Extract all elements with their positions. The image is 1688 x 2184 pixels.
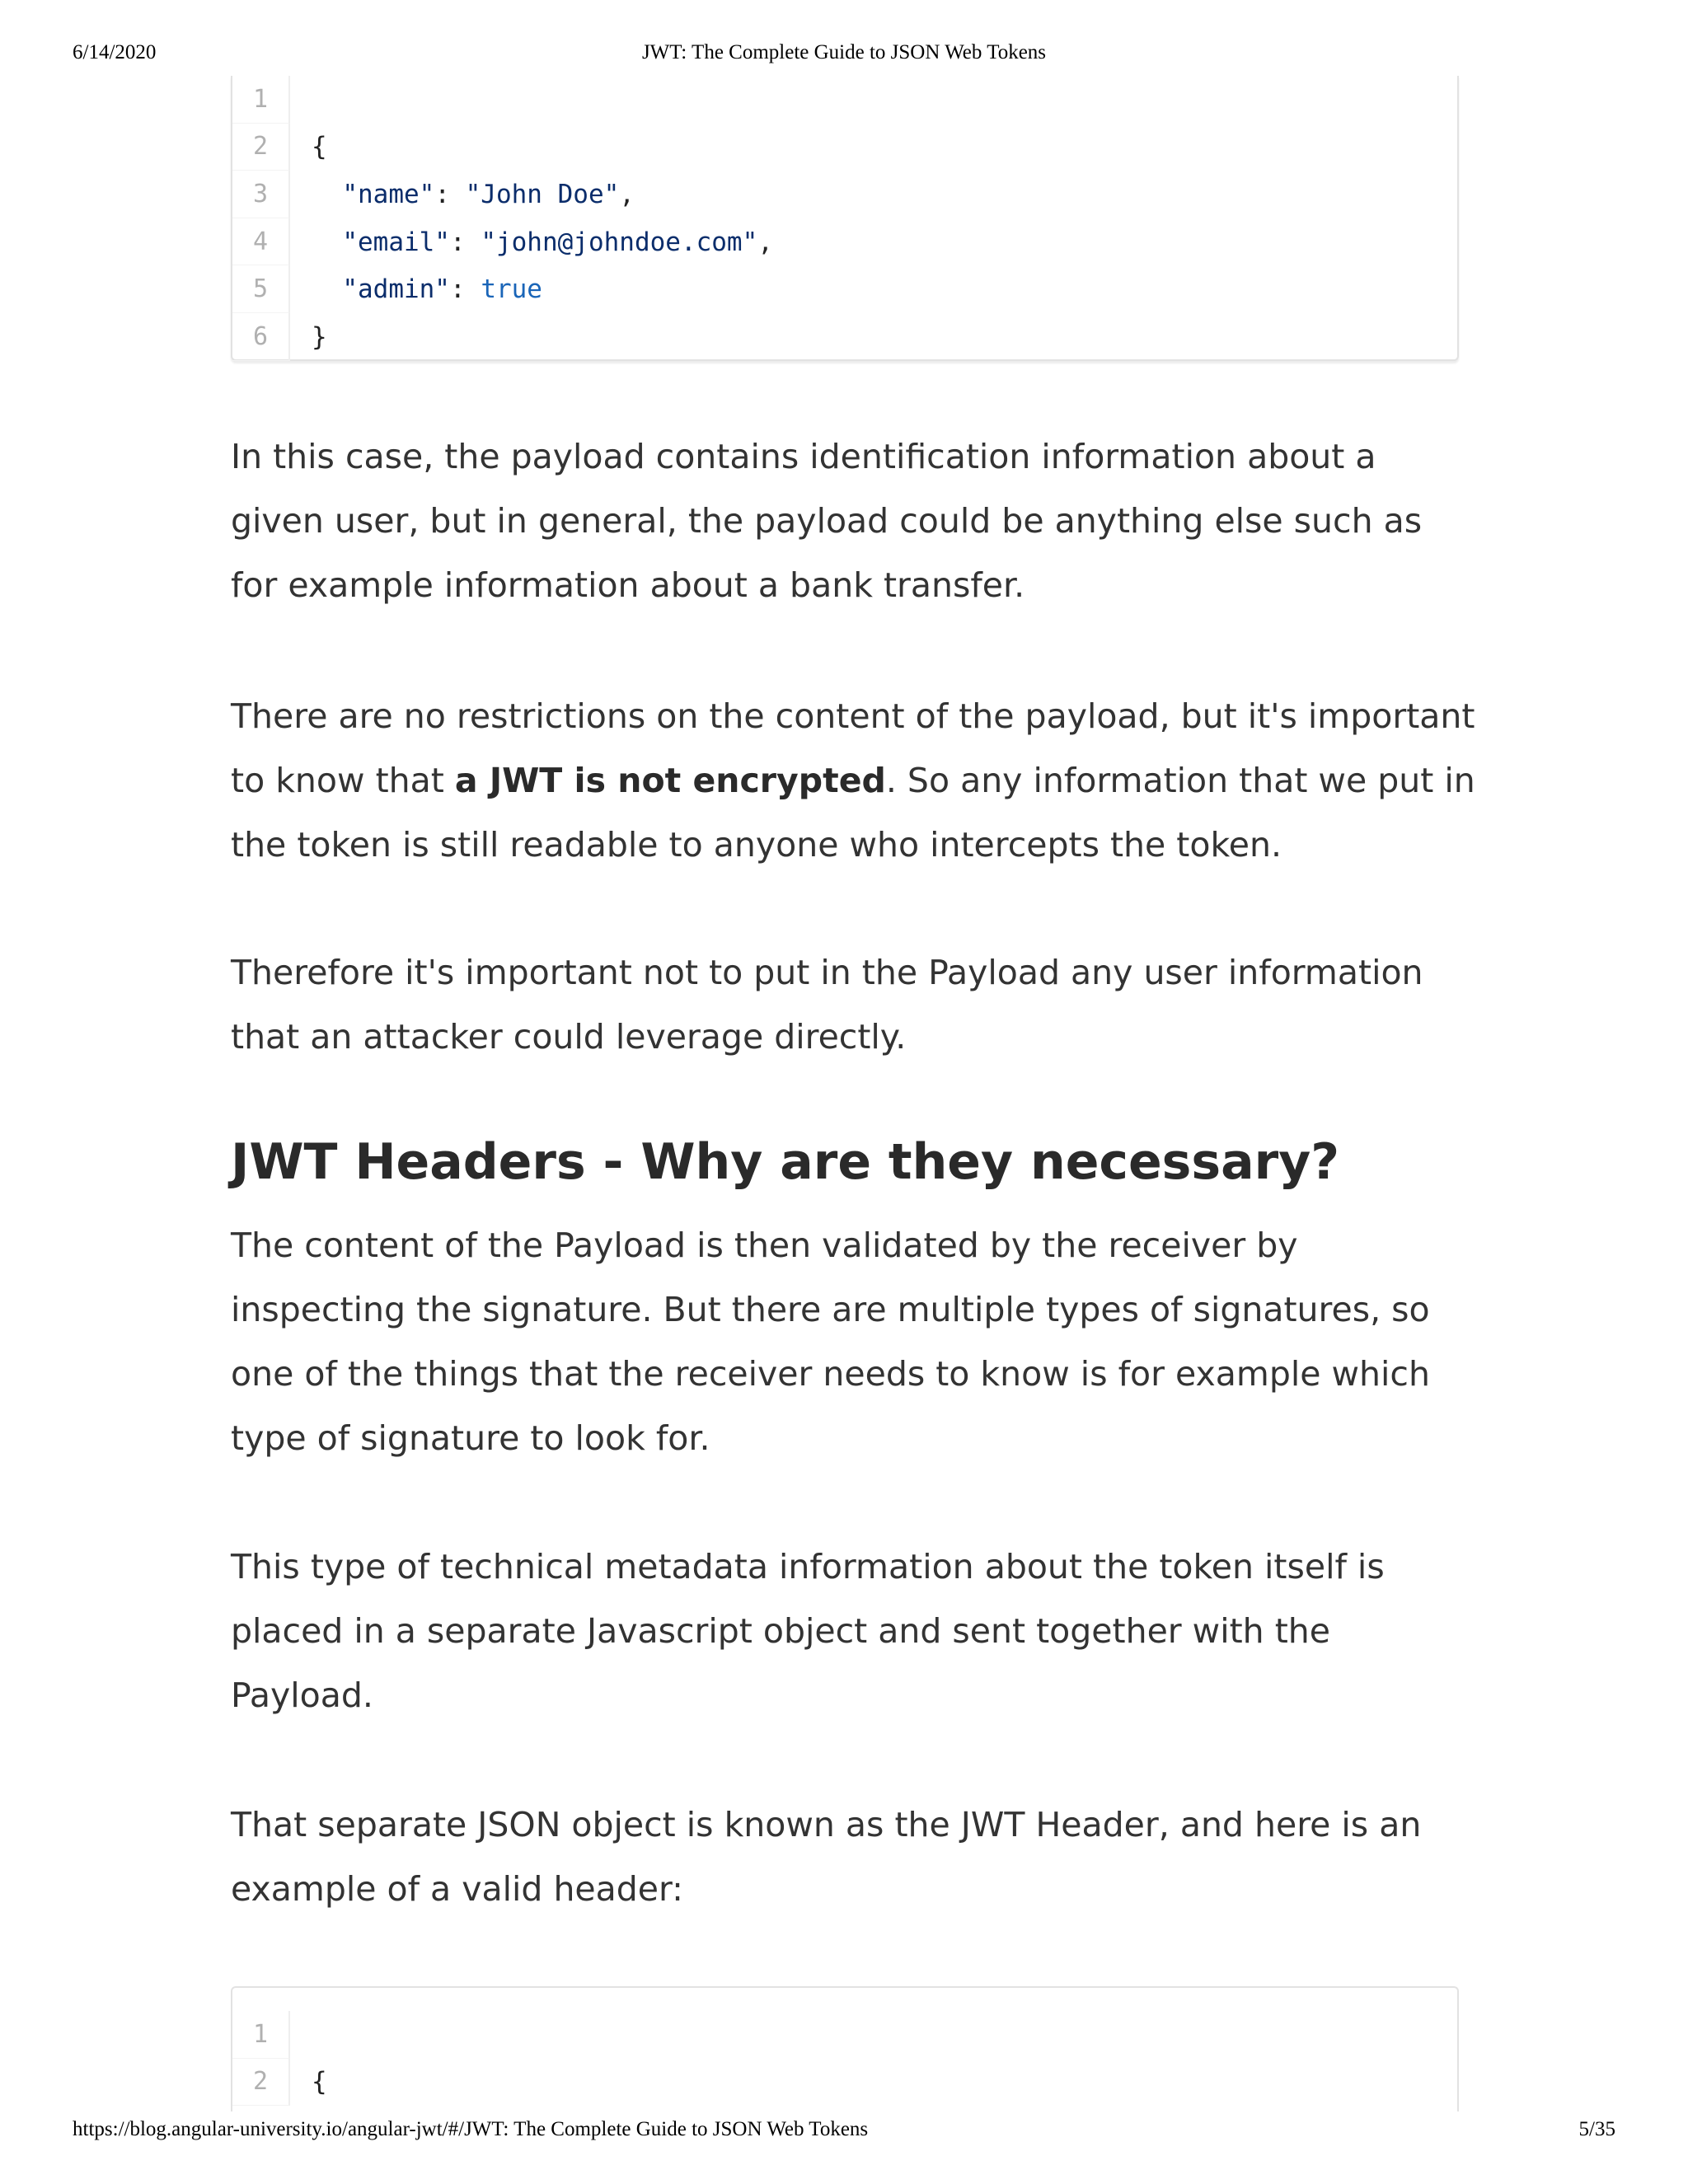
- print-page-number: 5/35: [1578, 2118, 1615, 2140]
- code-text: }: [312, 321, 327, 352]
- code-text: {: [312, 2067, 327, 2097]
- code-text: {: [312, 132, 327, 162]
- json-key: "email": [342, 227, 450, 257]
- line-number: 1: [232, 2011, 290, 2059]
- paragraph-text: . So any information that we put in the token is still readable to anyone who intercepts the token.: [231, 761, 1475, 865]
- code-line: [232, 124, 1457, 171]
- line-number: 6: [232, 313, 290, 361]
- print-title: JWT: The Complete Guide to JSON Web Tokens: [641, 41, 1047, 63]
- line-number: 2: [232, 2059, 290, 2107]
- code-text: "admin": true: [342, 274, 542, 305]
- code-text: "name": "John Doe",: [342, 179, 635, 209]
- code-line: [232, 313, 1457, 361]
- code-block-header: [231, 1986, 1459, 2111]
- code-block-payload: [231, 76, 1459, 361]
- paragraph-text: There are no restrictions on the content of the payload, but it's important to know that: [231, 696, 1475, 800]
- code-line: [232, 171, 1457, 218]
- json-string: "John Doe": [465, 179, 620, 209]
- json-boolean: true: [481, 274, 542, 305]
- json-key: "name": [342, 179, 435, 209]
- json-key: "admin": [342, 274, 450, 305]
- paragraph-not-encrypted: [231, 684, 1475, 877]
- line-number: 2: [232, 124, 290, 171]
- emphasis-text: a JWT is not encrypted: [454, 761, 886, 800]
- print-url: https://blog.angular-university.io/angular-jwt/#/JWT: The Complete Guide to JSON Web Tokens: [73, 2118, 869, 2140]
- code-line: [232, 2011, 1457, 2059]
- paragraph-metadata: This type of technical metadata information about the token itself is placed in a separate Javascript object and sent together with the Payload.: [231, 1547, 1385, 1715]
- json-string: "john@johndoe.com": [481, 227, 758, 257]
- section-heading: JWT Headers - Why are they necessary?: [231, 1133, 1340, 1191]
- code-line: [232, 218, 1457, 266]
- code-text: "email": "john@johndoe.com",: [342, 227, 773, 257]
- paragraph-dont-put-info: Therefore it's important not to put in the Payload any user information that an attacker could leverage directly.: [231, 953, 1423, 1057]
- line-number: 4: [232, 218, 290, 266]
- line-number: 3: [232, 171, 290, 218]
- paragraph-signature: The content of the Payload is then validated by the receiver by inspecting the signature. But there are multiple types of signatures, so one of the things that the receiver needs to know is for example which type of signature to look for.: [231, 1226, 1430, 1458]
- code-line: [232, 265, 1457, 313]
- code-line: [232, 2059, 1457, 2107]
- paragraph-payload-content: In this case, the payload contains identification information about a given user, but in general, the payload could be anything else such as for example information about a bank transfer.: [231, 437, 1423, 605]
- code-line: [232, 76, 1457, 124]
- line-number: 1: [232, 76, 290, 124]
- paragraph-header-example: That separate JSON object is known as the JWT Header, and here is an example of a valid header:: [231, 1805, 1422, 1909]
- line-number: 5: [232, 265, 290, 313]
- print-date: 6/14/2020: [73, 41, 157, 63]
